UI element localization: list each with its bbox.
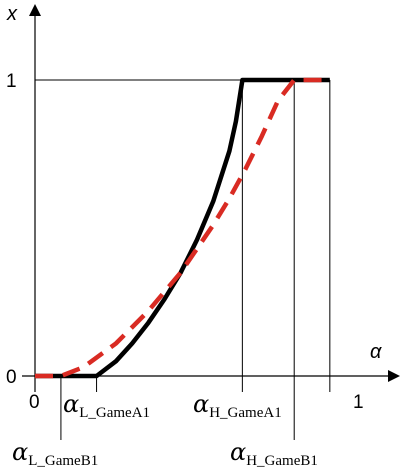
y-tick-label: 1 — [6, 71, 17, 92]
series-dashed-line — [35, 80, 330, 376]
x-tick-label: 1 — [353, 392, 364, 413]
tick-layer — [6, 71, 364, 468]
series-solid-line — [35, 80, 330, 376]
threshold-label-l-a1: αL_GameA1 — [63, 390, 151, 421]
y-axis-label: x — [7, 3, 17, 25]
threshold-label-h-b1: αH_GameB1 — [230, 438, 318, 468]
threshold-label-l-b1: αL_GameB1 — [12, 438, 99, 468]
x-tick-label: 0 — [29, 392, 40, 413]
guide-lines — [35, 80, 330, 440]
x-axis-label: α — [370, 341, 382, 363]
y-tick-label: 0 — [6, 367, 17, 388]
series-layer — [35, 80, 330, 376]
threshold-label-h-a1: αH_GameA1 — [193, 390, 282, 421]
